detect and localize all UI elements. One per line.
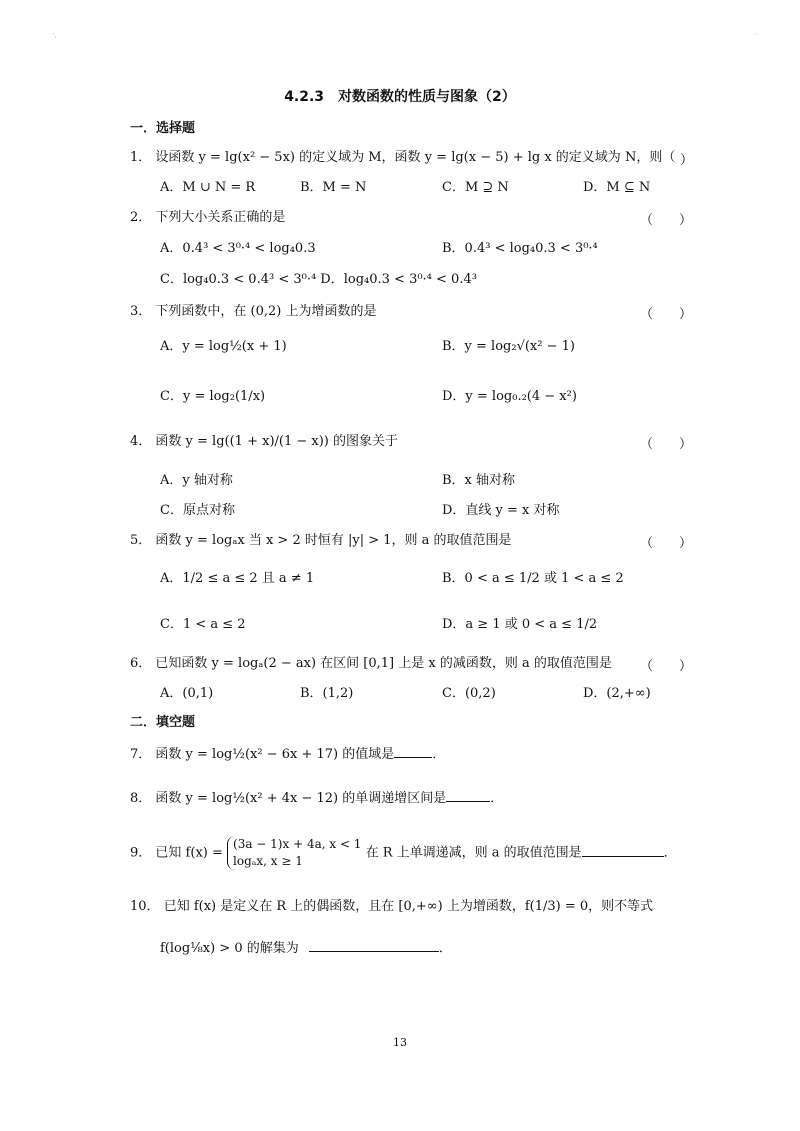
page-title: 4.2.3 对数函数的性质与图象（2） xyxy=(284,89,516,105)
question-3 xyxy=(130,303,377,321)
question-stem: 已知函数 y = logₐ(2 − ax) 在区间 [0,1] 上是 x 的减函数，则 a 的取值范围是 xyxy=(155,656,612,671)
answer-blank xyxy=(446,801,490,802)
option-b: B．x 轴对称 xyxy=(442,473,516,488)
question-number: 9． xyxy=(130,845,152,861)
answer-paren-close: ） xyxy=(680,153,694,168)
option-d: D．(2,+∞) xyxy=(583,686,651,701)
option-b: B．0 < a ≤ 1/2 或 1 < a ≤ 2 xyxy=(442,571,624,586)
question-end: ． xyxy=(663,845,677,861)
question-stem: 已知 f(x) 是定义在 R 上的偶函数，且在 [0,+∞) 上为增函数，f(1/3) = 0，则不等式 xyxy=(163,899,654,914)
option-a: A．y 轴对称 xyxy=(160,473,233,488)
scan-speck: ·, xyxy=(52,30,58,39)
question-stem: 函数 y = log½(x² + 4x − 12) 的单调递增区间是 xyxy=(155,791,447,806)
question-stem: 设函数 y = lg(x² − 5x) 的定义域为 M，函数 y = lg(x − 5) + lg x 的定义域为 N，则（ xyxy=(155,150,676,165)
question-stem: 下列大小关系正确的是 xyxy=(155,210,286,225)
question-7 xyxy=(130,746,445,764)
option-c: C．1 < a ≤ 2 xyxy=(160,617,246,632)
question-number: 6． xyxy=(130,656,152,671)
question-number: 3． xyxy=(130,304,152,319)
question-number: 8． xyxy=(130,791,152,806)
answer-paren: （ ） xyxy=(640,307,693,322)
option-a: A．(0,1) xyxy=(160,686,214,701)
question-number: 2． xyxy=(130,210,152,225)
question-end: ． xyxy=(438,941,452,956)
answer-paren: （ ） xyxy=(640,536,693,551)
question-stem: 下列函数中，在 (0,2) 上为增函数的是 xyxy=(155,304,377,319)
option-a: A．1/2 ≤ a ≤ 2 且 a ≠ 1 xyxy=(160,571,315,586)
question-end: ． xyxy=(432,747,446,762)
question-5 xyxy=(130,532,512,550)
section-heading-fill: 二．填空题 xyxy=(130,715,196,730)
option-c: C．y = log₂(1/x) xyxy=(160,389,266,404)
piecewise-brace xyxy=(227,836,361,870)
option-d: D．M ⊆ N xyxy=(583,180,651,195)
answer-blank xyxy=(394,757,432,758)
answer-blank xyxy=(582,856,664,857)
piece-case-2: logₐx, x ≥ 1 xyxy=(233,854,303,868)
question-stem: 函数 y = lg((1 + x)/(1 − x)) 的图象关于 xyxy=(155,434,398,449)
option-b: B．(1,2) xyxy=(300,686,354,701)
question-8 xyxy=(130,790,503,808)
question-10 xyxy=(130,898,653,916)
answer-paren: （ ） xyxy=(640,437,693,452)
question-number: 7． xyxy=(130,747,152,762)
question-9 xyxy=(130,836,677,871)
question-number: 1． xyxy=(130,150,152,165)
question-stem-post: 在 R 上单调递减，则 a 的取值范围是 xyxy=(365,845,582,861)
piece-case-1: (3a − 1)x + 4a, x < 1 xyxy=(233,837,362,851)
answer-paren: （ ） xyxy=(640,213,693,228)
option-c: C．原点对称 xyxy=(160,503,235,518)
question-stem: 函数 y = logₐx 当 x > 2 时恒有 |y| > 1，则 a 的取值范围是 xyxy=(155,533,512,548)
question-1 xyxy=(130,149,675,167)
option-a: A．0.4³ < 3⁰·⁴ < log₄0.3 xyxy=(160,241,316,256)
option-c: C．(0,2) xyxy=(442,686,496,701)
question-stem: 函数 y = log½(x² − 6x + 17) 的值域是 xyxy=(155,747,395,762)
question-6 xyxy=(130,655,612,673)
option-d: D．y = log₀.₂(4 − x²) xyxy=(442,389,577,404)
option-d: D．直线 y = x 对称 xyxy=(442,503,560,518)
section-heading-choice: 一．选择题 xyxy=(130,121,196,136)
option-a: A．M ∪ N = R xyxy=(160,180,256,195)
question-number: 10． xyxy=(130,899,160,914)
question-number: 4． xyxy=(130,434,152,449)
question-stem-line-2: f(log⅛x) > 0 的解集为 xyxy=(160,941,299,956)
answer-blank xyxy=(309,951,439,952)
option-c-d: C．log₄0.3 < 0.4³ < 3⁰·⁴ D．log₄0.3 < 3⁰·⁴ < 0.4³ xyxy=(160,272,477,287)
page-number: 13 xyxy=(393,1036,407,1049)
question-stem-pre: 已知 f(x) = xyxy=(155,845,223,861)
question-4 xyxy=(130,433,398,451)
question-10-line-2 xyxy=(160,940,452,958)
question-2 xyxy=(130,209,285,227)
scan-speck: · xyxy=(755,30,758,39)
answer-paren: （ ） xyxy=(640,659,693,674)
question-number: 5． xyxy=(130,533,152,548)
option-b: B．0.4³ < log₄0.3 < 3⁰·⁴ xyxy=(442,241,598,256)
option-d: D．a ≥ 1 或 0 < a ≤ 1/2 xyxy=(442,617,598,632)
option-b: B．y = log₂√(x² − 1) xyxy=(442,339,575,354)
option-b: B．M = N xyxy=(300,180,367,195)
option-c: C．M ⊇ N xyxy=(442,180,509,195)
option-a: A．y = log½(x + 1) xyxy=(160,339,287,354)
question-end: ． xyxy=(490,791,504,806)
